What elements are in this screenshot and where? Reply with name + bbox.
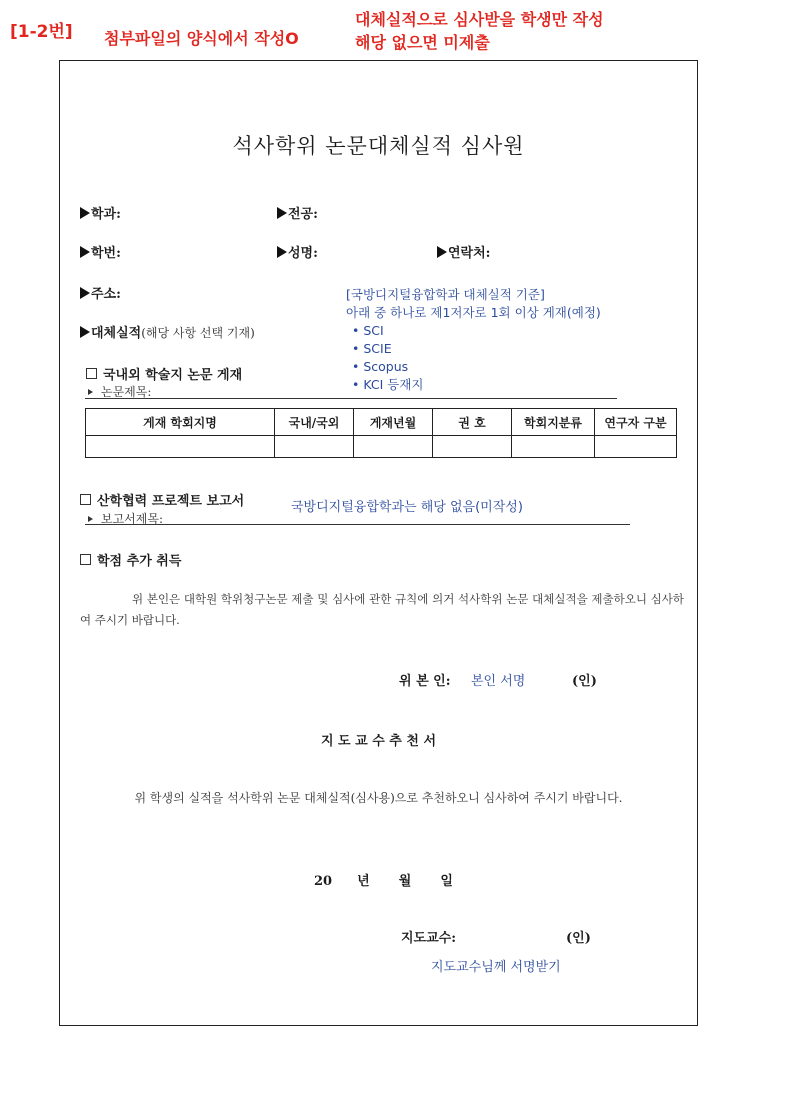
triangle-bullet-icon — [80, 246, 90, 258]
criteria-desc: 아래 중 하나로 제1저자로 1회 이상 게재(예정) — [346, 305, 601, 320]
substitute-label: 대체실적 — [91, 326, 142, 341]
journal-option[interactable] — [86, 364, 242, 383]
recommendation-text: 위 학생의 실적을 석사학위 논문 대체실적(심사용)으로 추천하오니 심사하여 주시기 바랍니다. — [134, 791, 623, 805]
criteria-list — [346, 322, 601, 394]
triangle-bullet-icon — [80, 287, 90, 299]
header-domestic-foreign: 국내/국외 — [275, 409, 354, 436]
criteria-item-scopus: • Scopus — [352, 359, 409, 374]
table-header-row — [86, 409, 677, 436]
criteria-note — [346, 286, 601, 394]
condition-line-1: 대체실적으로 심사받을 학생만 작성 — [355, 10, 604, 29]
address-field[interactable] — [80, 283, 121, 302]
student-id-field[interactable] — [80, 242, 121, 261]
date-month-unit: 월 — [398, 874, 412, 889]
table-row[interactable] — [86, 436, 677, 458]
report-title-label: 보고서제목: — [101, 512, 164, 526]
paper-title-underline — [85, 398, 617, 399]
header-publish-date: 게재년월 — [354, 409, 433, 436]
date-year: 20 — [314, 874, 333, 889]
credit-option[interactable] — [80, 550, 181, 569]
report-title-underline — [85, 524, 630, 525]
criteria-item-sci: • SCI — [352, 323, 384, 338]
applicant-statement: 위 본인은 대학원 학위청구논문 제출 및 심사에 관한 규칙에 의거 석사학위 논문 대체실적을 제출하오니 심사하여 주시기 바랍니다. — [80, 592, 684, 627]
contact-field[interactable] — [437, 242, 490, 261]
triangle-bullet-icon — [277, 207, 287, 219]
student-id-label: 학번: — [91, 246, 121, 261]
table-cell[interactable] — [354, 436, 433, 458]
date-line — [314, 870, 453, 889]
triangle-bullet-icon — [88, 516, 93, 522]
criteria-item-scie: • SCIE — [352, 341, 392, 356]
table-cell[interactable] — [86, 436, 275, 458]
project-label: 산학협력 프로젝트 보고서 — [97, 494, 245, 509]
table-cell[interactable] — [275, 436, 354, 458]
table-cell[interactable] — [433, 436, 512, 458]
applicant-label: 위 본 인: — [399, 674, 451, 689]
substitute-hint: (해당 사항 선택 기재) — [141, 326, 255, 340]
name-label: 성명: — [288, 246, 318, 261]
journal-label: 국내외 학술지 논문 게재 — [103, 368, 243, 383]
triangle-bullet-icon — [437, 246, 447, 258]
credit-label: 학점 추가 취득 — [97, 554, 182, 569]
header-researcher-type: 연구자 구분 — [595, 409, 677, 436]
header-journal-class: 학회지분류 — [512, 409, 595, 436]
table-cell[interactable] — [595, 436, 677, 458]
header-journal-name: 게재 학회지명 — [86, 409, 275, 436]
department-label: 학과: — [91, 207, 121, 222]
item-number-label: [1-2번] — [10, 22, 73, 42]
triangle-bullet-icon — [88, 389, 93, 395]
criteria-title: [국방디지털융합학과 대체실적 기준] — [346, 287, 545, 302]
checkbox-icon[interactable] — [80, 554, 91, 565]
substitute-field — [80, 322, 255, 341]
advisor-note: 지도교수님께 서명받기 — [431, 960, 561, 975]
recommendation-title: 지 도 교 수 추 천 서 — [320, 734, 437, 749]
advisor-seal: (인) — [566, 931, 591, 946]
project-option[interactable] — [80, 490, 244, 509]
applicant-seal: (인) — [572, 674, 597, 689]
major-field[interactable] — [277, 203, 318, 222]
triangle-bullet-icon — [80, 207, 90, 219]
department-field[interactable] — [80, 203, 121, 222]
triangle-bullet-icon — [277, 246, 287, 258]
condition-note — [355, 8, 604, 54]
checkbox-icon[interactable] — [86, 368, 97, 379]
header-volume-issue: 권 호 — [433, 409, 512, 436]
major-label: 전공: — [288, 207, 318, 222]
name-field[interactable] — [277, 242, 318, 261]
date-day-unit: 일 — [440, 874, 453, 889]
checkbox-icon[interactable] — [80, 494, 91, 505]
signature-note: 본인 서명 — [471, 674, 526, 689]
advisor-label: 지도교수: — [401, 931, 457, 946]
date-year-unit: 년 — [357, 874, 370, 889]
publication-table — [85, 408, 677, 458]
table-cell[interactable] — [512, 436, 595, 458]
form-title: 석사학위 논문대체실적 심사원 — [232, 134, 525, 158]
contact-label: 연락처: — [448, 246, 491, 261]
criteria-item-kci: • KCI 등재지 — [352, 377, 424, 392]
address-label: 주소: — [91, 287, 121, 302]
triangle-bullet-icon — [80, 326, 90, 338]
project-note: 국방디지털융합학과는 해당 없음(미작성) — [291, 500, 523, 515]
template-note: 첨부파일의 양식에서 작성O — [104, 29, 299, 48]
condition-line-2: 해당 없으면 미제출 — [355, 33, 490, 52]
paper-title-label: 논문제목: — [101, 385, 152, 399]
